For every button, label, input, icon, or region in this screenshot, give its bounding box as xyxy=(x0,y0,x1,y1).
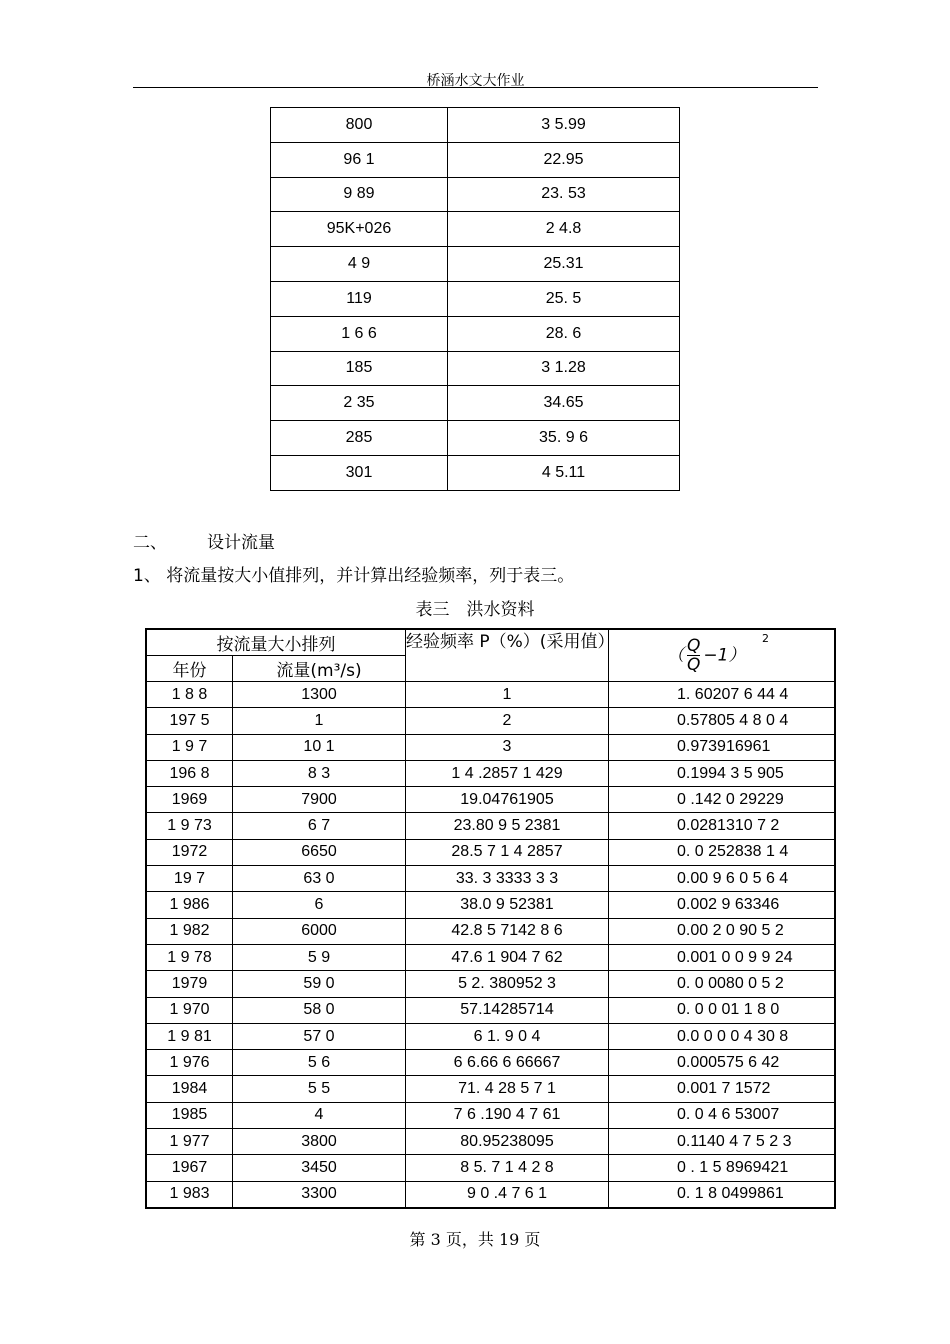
station-cell: 185 xyxy=(271,351,448,386)
table-row xyxy=(146,971,835,997)
modulus-cell: 0.0281310 7 2 xyxy=(609,813,836,839)
table-row xyxy=(271,212,680,247)
modulus-cell: 0. 0 4 6 53007 xyxy=(609,1102,836,1128)
section-title: 设计流量 xyxy=(207,533,275,553)
level-cell: 3 5.99 xyxy=(448,108,680,143)
frequency-cell: 9 0 .4 7 6 1 xyxy=(406,1181,609,1208)
station-level-table xyxy=(270,107,680,491)
flow-cell: 3800 xyxy=(233,1129,406,1155)
flow-cell: 8 3 xyxy=(233,760,406,786)
year-cell: 1972 xyxy=(146,839,233,865)
frequency-cell: 57.14285714 xyxy=(406,997,609,1023)
flow-cell: 1300 xyxy=(233,682,406,708)
column-header-year: 年份 xyxy=(146,656,233,682)
table-row xyxy=(146,1023,835,1049)
flow-cell: 3300 xyxy=(233,1181,406,1208)
station-cell: 95K+026 xyxy=(271,212,448,247)
modulus-cell: 0. 0 0080 0 5 2 xyxy=(609,971,836,997)
year-cell: 1 9 78 xyxy=(146,944,233,970)
flow-cell: 6000 xyxy=(233,918,406,944)
year-cell: 196 8 xyxy=(146,760,233,786)
table-row xyxy=(146,892,835,918)
modulus-cell: 0.1140 4 7 5 2 3 xyxy=(609,1129,836,1155)
table-row xyxy=(271,455,680,490)
modulus-cell: 0.00 2 0 90 5 2 xyxy=(609,918,836,944)
level-cell: 4 5.11 xyxy=(448,455,680,490)
year-cell: 1 8 8 xyxy=(146,682,233,708)
modulus-cell: 0. 0 0 01 1 8 0 xyxy=(609,997,836,1023)
step-instruction: 1、 将流量按大小值排列，并计算出经验频率，列于表三。 xyxy=(133,566,575,586)
modulus-cell: 0.002 9 63346 xyxy=(609,892,836,918)
frequency-cell: 33. 3 3333 3 3 xyxy=(406,866,609,892)
year-cell: 1985 xyxy=(146,1102,233,1128)
page-footer: 第 3 页，共 19 页 xyxy=(409,1230,541,1249)
flow-cell: 6 7 xyxy=(233,813,406,839)
table-row xyxy=(271,108,680,143)
flood-header-row-1 xyxy=(146,629,835,656)
formula-rest: −1） xyxy=(703,645,746,666)
table-caption: 表三 洪水资料 xyxy=(415,600,535,620)
modulus-cell: 0.001 7 1572 xyxy=(609,1076,836,1102)
modulus-cell: 1. 60207 6 44 4 xyxy=(609,682,836,708)
year-cell: 1 976 xyxy=(146,1050,233,1076)
year-cell: 19 7 xyxy=(146,866,233,892)
frequency-cell: 7 6 .190 4 7 61 xyxy=(406,1102,609,1128)
level-cell: 25.31 xyxy=(448,247,680,282)
column-header-flow: 流量(m³/s) xyxy=(233,656,406,682)
frequency-cell: 42.8 5 7142 8 6 xyxy=(406,918,609,944)
level-cell: 28. 6 xyxy=(448,316,680,351)
level-cell: 3 1.28 xyxy=(448,351,680,386)
formula-exponent: 2 xyxy=(762,632,769,645)
modulus-cell: 0 .142 0 29229 xyxy=(609,787,836,813)
flow-cell: 5 5 xyxy=(233,1076,406,1102)
table-row xyxy=(271,247,680,282)
column-header-modulus-formula xyxy=(609,629,836,682)
frequency-cell: 19.04761905 xyxy=(406,787,609,813)
frequency-cell: 8 5. 7 1 4 2 8 xyxy=(406,1155,609,1181)
table-row xyxy=(271,351,680,386)
modulus-cell: 0.57805 4 8 0 4 xyxy=(609,708,836,734)
flood-data-table-body xyxy=(146,629,835,1208)
level-cell: 22.95 xyxy=(448,142,680,177)
table-row xyxy=(146,1155,835,1181)
frequency-cell: 2 xyxy=(406,708,609,734)
year-cell: 1 970 xyxy=(146,997,233,1023)
station-cell: 800 xyxy=(271,108,448,143)
section-number: 二、 xyxy=(133,533,167,553)
year-cell: 197 5 xyxy=(146,708,233,734)
modulus-cell: 0.001 0 0 9 9 24 xyxy=(609,944,836,970)
page-header: 桥涵水文大作业 xyxy=(426,73,525,89)
table-row xyxy=(146,734,835,760)
table-row xyxy=(146,1050,835,1076)
table-row xyxy=(146,1181,835,1208)
year-cell: 1979 xyxy=(146,971,233,997)
year-cell: 1 9 73 xyxy=(146,813,233,839)
year-cell: 1 983 xyxy=(146,1181,233,1208)
table-row xyxy=(146,866,835,892)
year-cell: 1 9 7 xyxy=(146,734,233,760)
level-cell: 34.65 xyxy=(448,386,680,421)
table-row xyxy=(271,421,680,456)
section-heading xyxy=(133,528,275,553)
level-cell: 25. 5 xyxy=(448,281,680,316)
table-row xyxy=(146,1076,835,1102)
table-row xyxy=(146,944,835,970)
frequency-cell: 5 2. 380952 3 xyxy=(406,971,609,997)
frequency-cell: 1 4 .2857 1 429 xyxy=(406,760,609,786)
year-cell: 1 982 xyxy=(146,918,233,944)
table-row xyxy=(146,813,835,839)
modulus-cell: 0.000575 6 42 xyxy=(609,1050,836,1076)
header-divider xyxy=(133,87,818,88)
station-cell: 9 89 xyxy=(271,177,448,212)
level-cell: 23. 53 xyxy=(448,177,680,212)
table-row xyxy=(146,787,835,813)
year-cell: 1 9 81 xyxy=(146,1023,233,1049)
frequency-cell: 1 xyxy=(406,682,609,708)
station-cell: 2 35 xyxy=(271,386,448,421)
table-row xyxy=(271,142,680,177)
formula-open: （ xyxy=(667,645,684,666)
flow-cell: 57 0 xyxy=(233,1023,406,1049)
station-cell: 119 xyxy=(271,281,448,316)
station-cell: 4 9 xyxy=(271,247,448,282)
modulus-cell: 0.00 9 6 0 5 6 4 xyxy=(609,866,836,892)
year-cell: 1984 xyxy=(146,1076,233,1102)
flow-cell: 58 0 xyxy=(233,997,406,1023)
table-row xyxy=(146,918,835,944)
table-row xyxy=(146,1129,835,1155)
flow-cell: 59 0 xyxy=(233,971,406,997)
column-header-frequency: 经验频率 P（%）(采用值） xyxy=(406,629,609,682)
table-row xyxy=(271,281,680,316)
modulus-cell: 0. 0 252838 1 4 xyxy=(609,839,836,865)
flow-cell: 5 6 xyxy=(233,1050,406,1076)
frequency-cell: 71. 4 28 5 7 1 xyxy=(406,1076,609,1102)
level-cell: 35. 9 6 xyxy=(448,421,680,456)
flow-cell: 4 xyxy=(233,1102,406,1128)
modulus-cell: 0. 1 8 0499861 xyxy=(609,1181,836,1208)
table-row xyxy=(146,1102,835,1128)
flow-cell: 3450 xyxy=(233,1155,406,1181)
station-cell: 1 6 6 xyxy=(271,316,448,351)
table-row xyxy=(146,760,835,786)
table-row xyxy=(271,177,680,212)
flow-cell: 6 xyxy=(233,892,406,918)
modulus-cell: 0 . 1 5 8969421 xyxy=(609,1155,836,1181)
level-cell: 2 4.8 xyxy=(448,212,680,247)
frequency-cell: 38.0 9 52381 xyxy=(406,892,609,918)
frequency-cell: 23.80 9 5 2381 xyxy=(406,813,609,839)
flow-cell: 5 9 xyxy=(233,944,406,970)
formula-fraction xyxy=(687,637,700,674)
flow-cell: 6650 xyxy=(233,839,406,865)
table-row xyxy=(146,682,835,708)
modulus-cell: 0.0 0 0 0 4 30 8 xyxy=(609,1023,836,1049)
year-cell: 1 986 xyxy=(146,892,233,918)
table-row xyxy=(146,708,835,734)
modulus-cell: 0.973916961 xyxy=(609,734,836,760)
frequency-cell: 80.95238095 xyxy=(406,1129,609,1155)
frequency-cell: 6 6.66 6 66667 xyxy=(406,1050,609,1076)
station-cell: 285 xyxy=(271,421,448,456)
station-cell: 301 xyxy=(271,455,448,490)
formula-denominator: Q xyxy=(687,655,701,675)
flow-cell: 10 1 xyxy=(233,734,406,760)
flood-data-table xyxy=(145,628,836,1209)
flow-cell: 63 0 xyxy=(233,866,406,892)
year-cell: 1967 xyxy=(146,1155,233,1181)
table-row xyxy=(271,316,680,351)
group-header-sorted-flow: 按流量大小排列 xyxy=(146,629,406,656)
table-row xyxy=(146,839,835,865)
frequency-cell: 3 xyxy=(406,734,609,760)
frequency-cell: 47.6 1 904 7 62 xyxy=(406,944,609,970)
flow-cell: 1 xyxy=(233,708,406,734)
frequency-cell: 6 1. 9 0 4 xyxy=(406,1023,609,1049)
formula-numerator: Q xyxy=(687,636,701,656)
flow-cell: 7900 xyxy=(233,787,406,813)
table-row xyxy=(146,997,835,1023)
table-row xyxy=(271,386,680,421)
modulus-cell: 0.1994 3 5 905 xyxy=(609,760,836,786)
station-level-table-body xyxy=(271,108,680,491)
year-cell: 1969 xyxy=(146,787,233,813)
year-cell: 1 977 xyxy=(146,1129,233,1155)
frequency-cell: 28.5 7 1 4 2857 xyxy=(406,839,609,865)
station-cell: 96 1 xyxy=(271,142,448,177)
